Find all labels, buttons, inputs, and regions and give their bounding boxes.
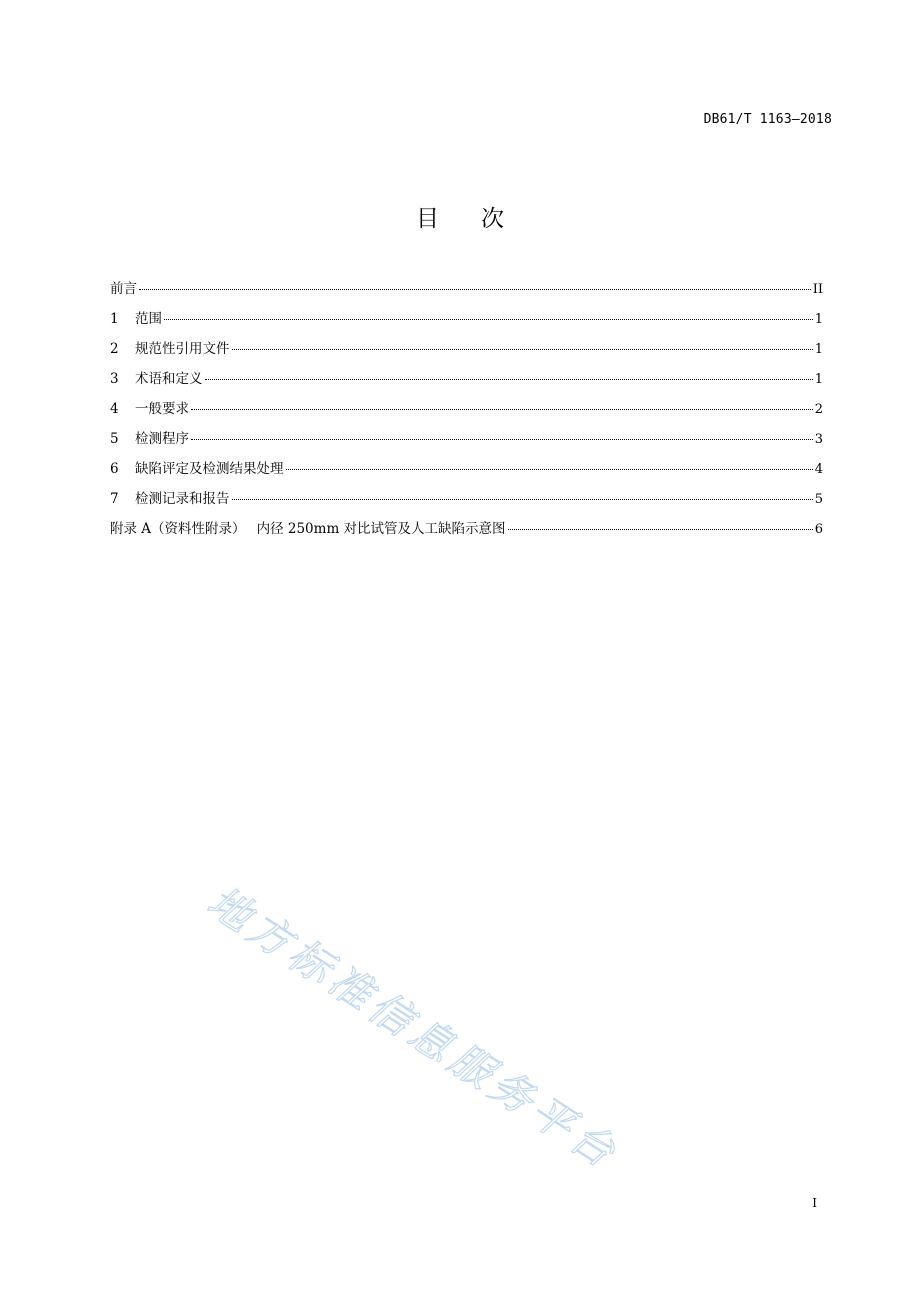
toc-dot-leader [139, 289, 811, 290]
toc-entry-label: 规范性引用文件 [135, 341, 230, 357]
toc-entry-appendix-a[interactable] [110, 518, 823, 548]
toc-entry-number: 3 [110, 371, 119, 387]
toc-entry-normative-references[interactable] [110, 338, 823, 368]
toc-title-char-1: 目 [416, 206, 439, 232]
toc-entry-label: 附录 A（资料性附录） 内径 250mm 对比试管及人工缺陷示意图 [110, 521, 506, 537]
toc-entry-page: 1 [814, 372, 823, 387]
toc-dot-leader [508, 529, 813, 530]
toc-dot-leader [286, 469, 813, 470]
toc-entry-number: 4 [110, 401, 119, 417]
toc-entry-number: 2 [110, 341, 119, 357]
toc-entry-page: 5 [814, 492, 823, 507]
toc-dot-leader [232, 499, 813, 500]
toc-entry-testing-procedure[interactable] [110, 428, 823, 458]
toc-dot-leader [191, 409, 813, 410]
toc-dot-leader [232, 349, 813, 350]
toc-entry-label: 检测程序 [135, 431, 189, 447]
toc-entry-records-report[interactable] [110, 488, 823, 518]
toc-entry-label: 检测记录和报告 [135, 491, 230, 507]
toc-entry-page: 6 [814, 522, 823, 537]
toc-entry-label: 范围 [135, 311, 162, 327]
toc-entry-page: 1 [814, 312, 823, 327]
toc-entry-number: 1 [110, 311, 119, 327]
standard-code: DB61/T 1163—2018 [703, 112, 832, 127]
toc-dot-leader [205, 379, 813, 380]
table-of-contents [110, 278, 823, 548]
watermark: 地方标准信息服务平台 [198, 876, 629, 1180]
toc-entry-label: 前言 [110, 281, 137, 297]
toc-entry-terms-definitions[interactable] [110, 368, 823, 398]
toc-entry-label: 缺陷评定及检测结果处理 [135, 461, 284, 477]
toc-entry-page: 2 [814, 402, 823, 417]
toc-dot-leader [164, 319, 813, 320]
toc-title-char-2: 次 [481, 206, 504, 232]
toc-entry-number: 6 [110, 461, 119, 477]
toc-dot-leader [191, 439, 813, 440]
toc-entry-page: 1 [814, 342, 823, 357]
toc-entry-label: 一般要求 [135, 401, 189, 417]
toc-entry-label: 术语和定义 [135, 371, 203, 387]
page-number: I [812, 1196, 817, 1210]
toc-entry-page: II [812, 282, 823, 297]
toc-entry-defect-evaluation[interactable] [110, 458, 823, 488]
toc-title [0, 200, 920, 233]
toc-entry-number: 7 [110, 491, 119, 507]
toc-entry-foreword[interactable] [110, 278, 823, 308]
toc-entry-page: 4 [814, 462, 823, 477]
toc-entry-number: 5 [110, 431, 119, 447]
toc-entry-scope[interactable] [110, 308, 823, 338]
toc-entry-general-requirements[interactable] [110, 398, 823, 428]
toc-entry-page: 3 [814, 432, 823, 447]
